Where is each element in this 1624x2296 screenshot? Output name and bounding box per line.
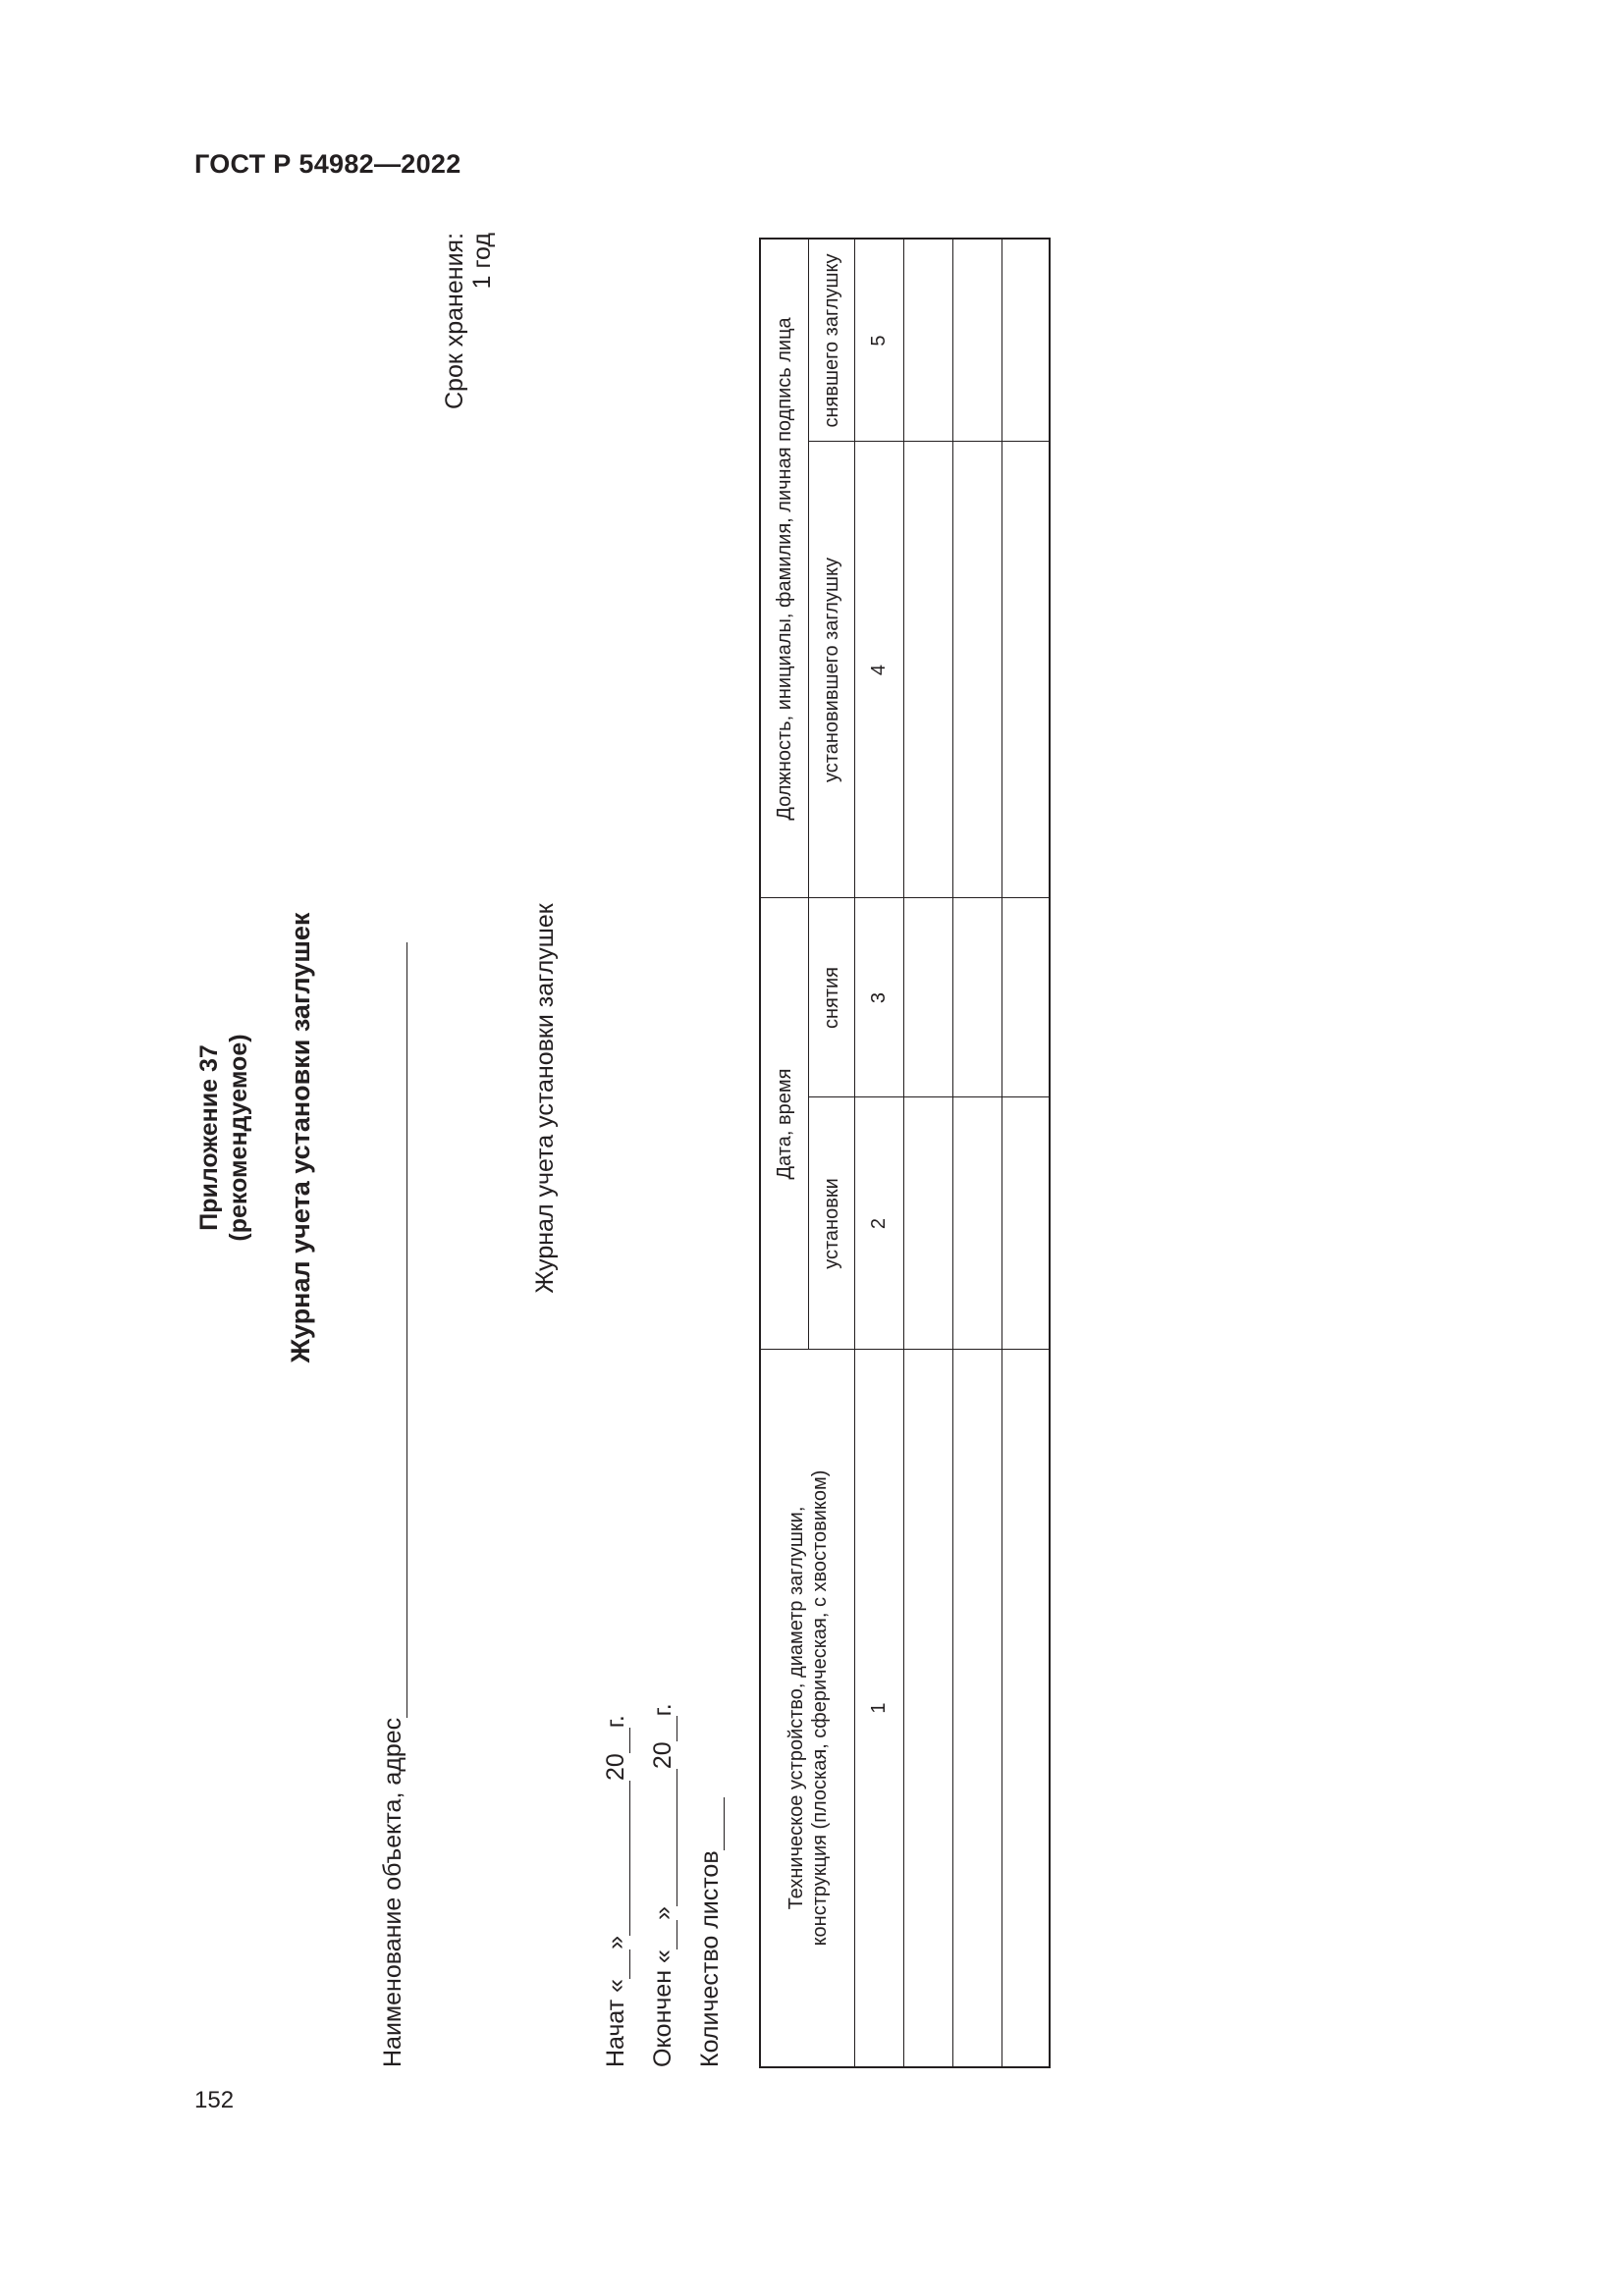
object-name-line[interactable] bbox=[383, 942, 407, 1718]
col-number-4: 4 bbox=[868, 664, 890, 676]
journal-title: Журнал учета установки заглушек bbox=[531, 903, 559, 1294]
ended-line bbox=[648, 1703, 677, 2067]
table-row[interactable] bbox=[952, 240, 1001, 2066]
started-line bbox=[601, 1715, 630, 2067]
header-equipment-line1: Техническое устройство, диаметр заглушки, bbox=[785, 1506, 807, 1910]
table-row[interactable] bbox=[903, 240, 952, 2066]
started-year-prefix: 20 bbox=[602, 1753, 629, 1781]
appendix-heading: Журнал учета установки заглушек bbox=[286, 912, 315, 1363]
header-person: Должность, инициалы, фамилия, личная подпись лица bbox=[774, 317, 795, 821]
object-name-label bbox=[378, 942, 407, 2067]
sheets-label: Количество листов bbox=[696, 1850, 724, 2067]
ended-year-prefix: 20 bbox=[649, 1741, 677, 1770]
sheets-line bbox=[695, 1797, 725, 2067]
header-remove: снятия bbox=[820, 966, 842, 1030]
ended-quote: » bbox=[649, 1906, 677, 1921]
document-id: ГОСТ Р 54982—2022 bbox=[194, 149, 461, 179]
header-equipment-line2: конструкция (плоская, сферическая, с хвостовиком) bbox=[808, 1469, 831, 1947]
col-number-5: 5 bbox=[868, 335, 890, 347]
started-month-line[interactable] bbox=[606, 1781, 630, 1936]
header-install: установки bbox=[820, 1178, 842, 1269]
header-datetime: Дата, время bbox=[774, 1068, 795, 1180]
ended-year-suffix: г. bbox=[649, 1703, 677, 1717]
appendix-title: Приложение 37 bbox=[195, 1044, 223, 1231]
col-number-2: 2 bbox=[868, 1217, 890, 1230]
ended-month-line[interactable] bbox=[653, 1769, 677, 1906]
header-remover: снявшего заглушку bbox=[820, 253, 842, 428]
sheets-line-blank[interactable] bbox=[700, 1797, 725, 1850]
page-number: 152 bbox=[194, 2087, 235, 2113]
appendix-subtitle: (рекомендуемое) bbox=[225, 1034, 252, 1242]
table-row[interactable] bbox=[1001, 240, 1049, 2066]
ended-day-line[interactable] bbox=[653, 1920, 677, 1949]
object-name-text: Наименование объекта, адрес bbox=[379, 1717, 406, 2067]
retention-value: 1 год bbox=[468, 233, 496, 290]
ended-label: Окончен « bbox=[649, 1949, 677, 2067]
header-equipment bbox=[761, 1350, 854, 2066]
journal-table bbox=[759, 238, 1051, 2068]
ended-year-line[interactable] bbox=[653, 1716, 677, 1741]
col-number-1: 1 bbox=[868, 1702, 890, 1714]
started-year-line[interactable] bbox=[606, 1728, 630, 1753]
started-quote: » bbox=[602, 1936, 629, 1949]
col-number-3: 3 bbox=[868, 991, 890, 1004]
header-installer: установившего заглушку bbox=[820, 558, 842, 782]
started-label: Начат « bbox=[602, 1978, 629, 2067]
started-day-line[interactable] bbox=[606, 1949, 630, 1979]
started-year-suffix: г. bbox=[602, 1715, 629, 1729]
retention-label: Срок хранения: bbox=[441, 232, 468, 409]
